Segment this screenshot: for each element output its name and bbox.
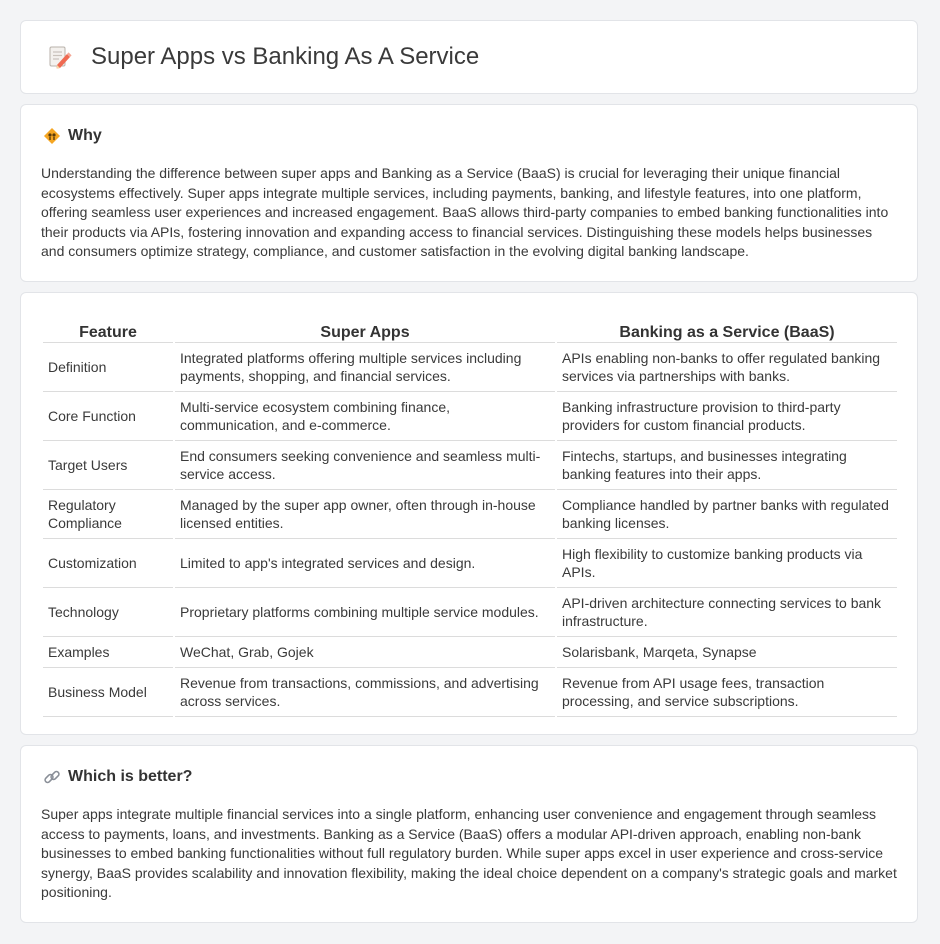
- comparison-table: [41, 313, 899, 717]
- super-apps-cell: Managed by the super app owner, often through in-house licensed entities.: [175, 490, 555, 539]
- comparison-card: [20, 292, 918, 735]
- feature-cell: Examples: [43, 637, 173, 668]
- feature-cell: Regulatory Compliance: [43, 490, 173, 539]
- super-apps-cell: Revenue from transactions, commissions, and advertising across services.: [175, 668, 555, 717]
- feature-cell: Core Function: [43, 392, 173, 441]
- header-baas: Banking as a Service (BaaS): [557, 313, 897, 343]
- table-row: [43, 441, 897, 490]
- super-apps-cell: Limited to app's integrated services and design.: [175, 539, 555, 588]
- baas-cell: Revenue from API usage fees, transaction processing, and service subscriptions.: [557, 668, 897, 717]
- super-apps-cell: End consumers seeking convenience and seamless multi-service access.: [175, 441, 555, 490]
- feature-cell: Business Model: [43, 668, 173, 717]
- baas-cell: Banking infrastructure provision to third-party providers for custom financial products.: [557, 392, 897, 441]
- table-row: [43, 343, 897, 392]
- super-apps-cell: Proprietary platforms combining multiple service modules.: [175, 588, 555, 637]
- link-icon: [43, 768, 61, 786]
- page-title: Super Apps vs Banking As A Service: [91, 43, 480, 70]
- table-row: [43, 392, 897, 441]
- baas-cell: API-driven architecture connecting services to bank infrastructure.: [557, 588, 897, 637]
- which-is-better-section: [20, 745, 918, 923]
- table-row: [43, 490, 897, 539]
- baas-cell: Solarisbank, Marqeta, Synapse: [557, 637, 897, 668]
- super-apps-cell: Integrated platforms offering multiple services including payments, shopping, and financial services.: [175, 343, 555, 392]
- table-row: [43, 539, 897, 588]
- table-row: [43, 668, 897, 717]
- why-text: Understanding the difference between super apps and Banking as a Service (BaaS) is crucial for leveraging their unique financial ecosystems effectively. Super apps integrate multiple services, including payments, banking, and lifestyle features, into one platform, offering seamless user experiences and increased engagement. BaaS allows third-party companies to embed banking functionalities into their products via APIs, fostering innovation and expanding access to financial services. Distinguishing these models helps businesses and consumers optimize strategy, compliance, and customer satisfaction in the evolving digital banking landscape.: [41, 165, 889, 259]
- why-heading: Why: [68, 127, 102, 144]
- document-pencil-icon: [45, 43, 73, 71]
- feature-cell: Target Users: [43, 441, 173, 490]
- baas-cell: APIs enabling non-banks to offer regulated banking services via partnerships with banks.: [557, 343, 897, 392]
- better-heading: Which is better?: [68, 768, 193, 785]
- feature-cell: Customization: [43, 539, 173, 588]
- baas-cell: Compliance handled by partner banks with regulated banking licenses.: [557, 490, 897, 539]
- why-section: [20, 104, 918, 282]
- title-card: [20, 20, 918, 94]
- table-row: [43, 637, 897, 668]
- table-row: [43, 588, 897, 637]
- header-super-apps: Super Apps: [175, 313, 555, 343]
- super-apps-cell: WeChat, Grab, Gojek: [175, 637, 555, 668]
- baas-cell: High flexibility to customize banking products via APIs.: [557, 539, 897, 588]
- table-header-row: [43, 313, 897, 343]
- feature-cell: Technology: [43, 588, 173, 637]
- super-apps-cell: Multi-service ecosystem combining finance, communication, and e-commerce.: [175, 392, 555, 441]
- diamond-sign-icon: [43, 127, 61, 145]
- feature-cell: Definition: [43, 343, 173, 392]
- header-feature: Feature: [43, 313, 173, 343]
- better-text: Super apps integrate multiple financial services into a single platform, enhancing user convenience and engagement through seamless access to payments, loans, and investments. Banking as a Service (BaaS) offers a modular API-driven approach, enabling non-bank businesses to embed banking functionalities without full regulatory burden. While super apps excel in user experience and cross-service synergy, BaaS provides scalability and innovation flexibility, making the ideal choice dependent on a company's strategic goals and market positioning.: [41, 806, 897, 900]
- baas-cell: Fintechs, startups, and businesses integrating banking features into their apps.: [557, 441, 897, 490]
